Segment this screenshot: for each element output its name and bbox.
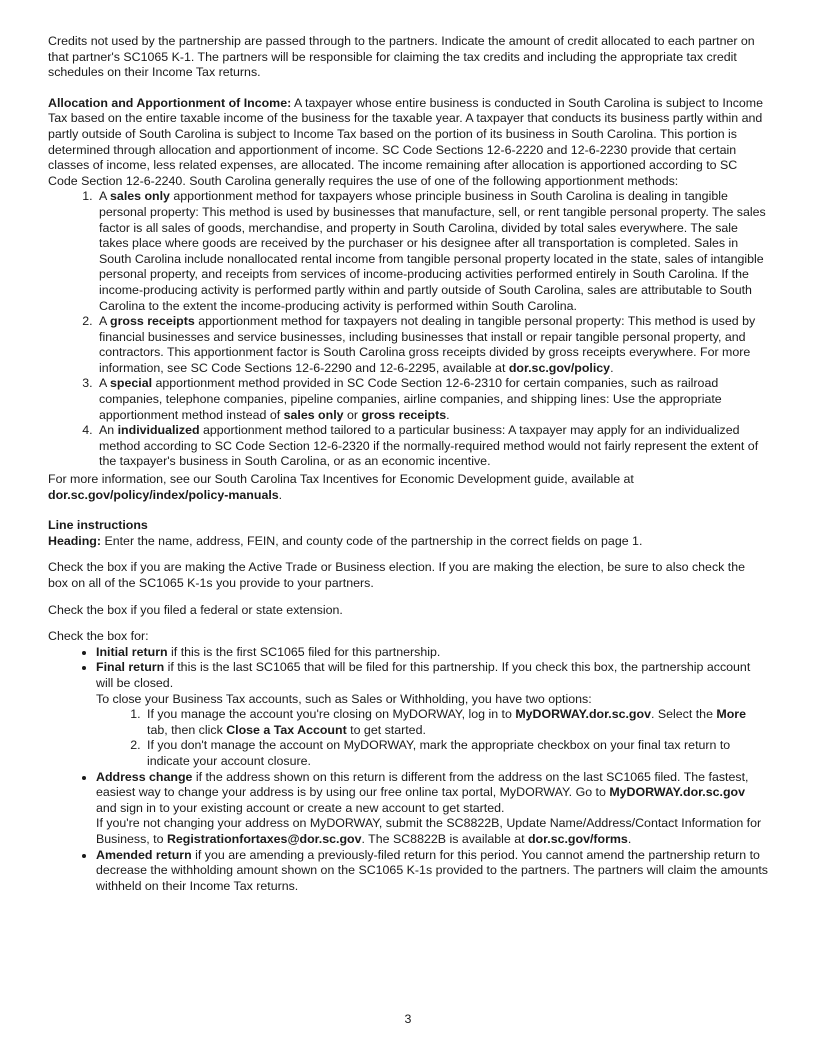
final-return-text: if this is the last SC1065 that will be filed for this partnership. If you check this box, the partnership account will be closed. [96,660,751,690]
method-special [96,376,768,423]
method-name: gross receipts [110,314,195,329]
more-info-text: For more information, see our South Carolina Tax Incentives for Economic Development guide, available at [48,472,634,487]
return-type-list [48,645,768,895]
registration-email-link[interactable]: Registrationfortaxes@dor.sc.gov [166,831,362,846]
address-change-label: Address change [96,769,193,784]
initial-return-item [96,645,768,661]
address-change-text: . The SC8822B is available at [361,831,528,846]
allocation-text: A taxpayer whose entire business is conducted in South Carolina is subject to Income Tax based on the entire taxable income of the business for the taxable year. A taxpayer that conducts its business partly within and partly outside of South Carolina is subject to Income Tax based on the portion of its business in South Carolina. This portion is determined through allocation and apportionment of income. SC Code Sections 12-6-2220 and 12-6-2230 provide that certain classes of income, less related expenses, are allocated. The income remaining after allocation is apportioned according to SC Code Section 12-6-2240. South Carolina generally requires the use of one of the following apportionment methods: [48,95,764,188]
apportionment-methods-list [48,189,768,470]
allocation-paragraph [48,96,768,190]
close-tax-account-ref: Close a Tax Account [226,722,347,737]
method-sales-only [96,189,768,314]
method-name: individualized [117,423,200,438]
address-change-text: If you're not changing your address on MyDORWAY, submit the SC8822B, Update Name/Address/Contact Information for Business, to [96,816,762,846]
more-info-paragraph [48,472,768,503]
option-text: If you manage the account you're closing on MyDORWAY, log in to [147,707,516,722]
method-period: . [610,360,614,375]
initial-return-label: Initial return [96,644,168,659]
close-account-options [96,707,768,769]
option-text: . Select the [650,707,717,722]
amended-return-text: if you are amending a previously-filed return for this period. You cannot amend the partnership return to decrease the withholding amount shown on the SC1065 K-1s provided to the partners. The partners will claim the amounts withheld on their Income Tax returns. [96,847,768,893]
method-individualized [96,423,768,470]
more-info-period: . [278,487,283,502]
check-box-for: Check the box for: [48,629,149,644]
close-option-1 [144,707,768,738]
amended-return-item [96,848,768,895]
method-gross-receipts [96,314,768,376]
option-text: to get started. [346,722,426,737]
allocation-heading: Allocation and Apportionment of Income: [48,95,292,110]
method-prefix: An [99,423,118,438]
method-text: apportionment method tailored to a particular business: A taxpayer may apply for an individualized method according to SC Code Section 12-6-2320 if the normally-required method would not fairly represent the extent of the taxpayer's business in South Carolina, or as an economic incentive. [99,423,759,469]
page-number: 3 [404,1012,412,1026]
close-option-2 [144,738,768,769]
heading-label: Heading: [48,533,102,548]
method-prefix: A [99,189,111,204]
line-instructions-title: Line instructions [48,518,148,533]
option-text: tab, then click [147,722,227,737]
extension-paragraph: Check the box if you filed a federal or state extension. [48,602,343,617]
method-period: . [446,407,450,422]
close-accounts-intro: To close your Business Tax accounts, such as Sales or Withholding, you have two options: [96,691,592,706]
active-trade-paragraph: Check the box if you are making the Active Trade or Business election. If you are making the election, be sure to also check the box on all of the SC1065 K-1s you provide to your partners. [48,560,746,590]
address-change-item [96,770,768,848]
final-return-item [96,660,768,769]
forms-link[interactable]: dor.sc.gov/forms [527,831,628,846]
initial-return-text: if this is the first SC1065 filed for this partnership. [167,644,441,659]
heading-text: Enter the name, address, FEIN, and county code of the partnership in the correct fields on page 1. [101,533,643,548]
method-text: apportionment method provided in SC Code Section 12-6-2310 for certain companies, such as railroad companies, telephone companies, pipeline companies, airline companies, and shipping lines: Use the appropriate apportionment method instead of [99,376,722,422]
method-name: sales only [110,189,170,204]
method-prefix: A [99,314,111,329]
heading-instruction [48,534,768,550]
final-return-label: Final return [96,660,165,675]
method-text: apportionment method for taxpayers not dealing in tangible personal property: This method is used by financial businesses and service businesses, including businesses that install or repair tangible personal property, and contractors. This apportionment factor is South Carolina gross receipts divided by gross receipts everywhere. For more information, see SC Code Sections 12-6-2290 and 12-6-2295, available at [99,314,756,375]
address-change-period: . [627,831,632,846]
address-change-text: and sign in to your existing account or create a new account to get started. [96,800,505,815]
option-text: If you don't manage the account on MyDORWAY, mark the appropriate checkbox on your final tax return to indicate your account closure. [147,738,731,768]
mydorway-link[interactable]: MyDORWAY.dor.sc.gov [609,785,745,800]
mydorway-link[interactable]: MyDORWAY.dor.sc.gov [515,707,651,722]
address-change-text: if the address shown on this return is different from the address on the last SC1065 filed. The fastest, easiest way to change your address is by using our free online tax portal, MyDORWAY. Go to [96,769,749,800]
more-tab-ref: More [716,707,747,722]
method-or: or [343,407,362,422]
method-text: apportionment method for taxpayers whose principle business in South Carolina is dealing in tangible personal property: This method is used by businesses that manufacture, sell, or rent tangible personal property. The sales factor is all sales of goods, merchandise, and property in South Carolina, divided by total sales everywhere. The sale takes place where goods are received by the purchaser or his designee after all transportation is completed. Sales in South Carolina include nonallocated rental income from tangible personal property located in the state, sales of intangible personal property, and receipts from services of income-producing activities performed entirely in South Carolina. If the income-producing activity is performed partly within and partly outside of South Carolina, sales are attributable to South Carolina to the extent the income-producing activity is performed within South Carolina. [99,189,766,313]
sales-only-ref: sales only [283,407,344,422]
policy-link[interactable]: dor.sc.gov/policy [508,360,611,375]
policy-manuals-link[interactable]: dor.sc.gov/policy/index/policy-manuals [48,487,279,502]
method-prefix: A [99,376,111,391]
method-name: special [110,376,153,391]
gross-receipts-ref: gross receipts [361,407,447,422]
credits-paragraph: Credits not used by the partnership are passed through to the partners. Indicate the amount of credit allocated to each partner on that partner's SC1065 K-1. The partners will be responsible for claiming the tax credits and including the appropriate tax credit schedules on their Income Tax returns. [48,34,755,80]
amended-return-label: Amended return [96,847,192,862]
